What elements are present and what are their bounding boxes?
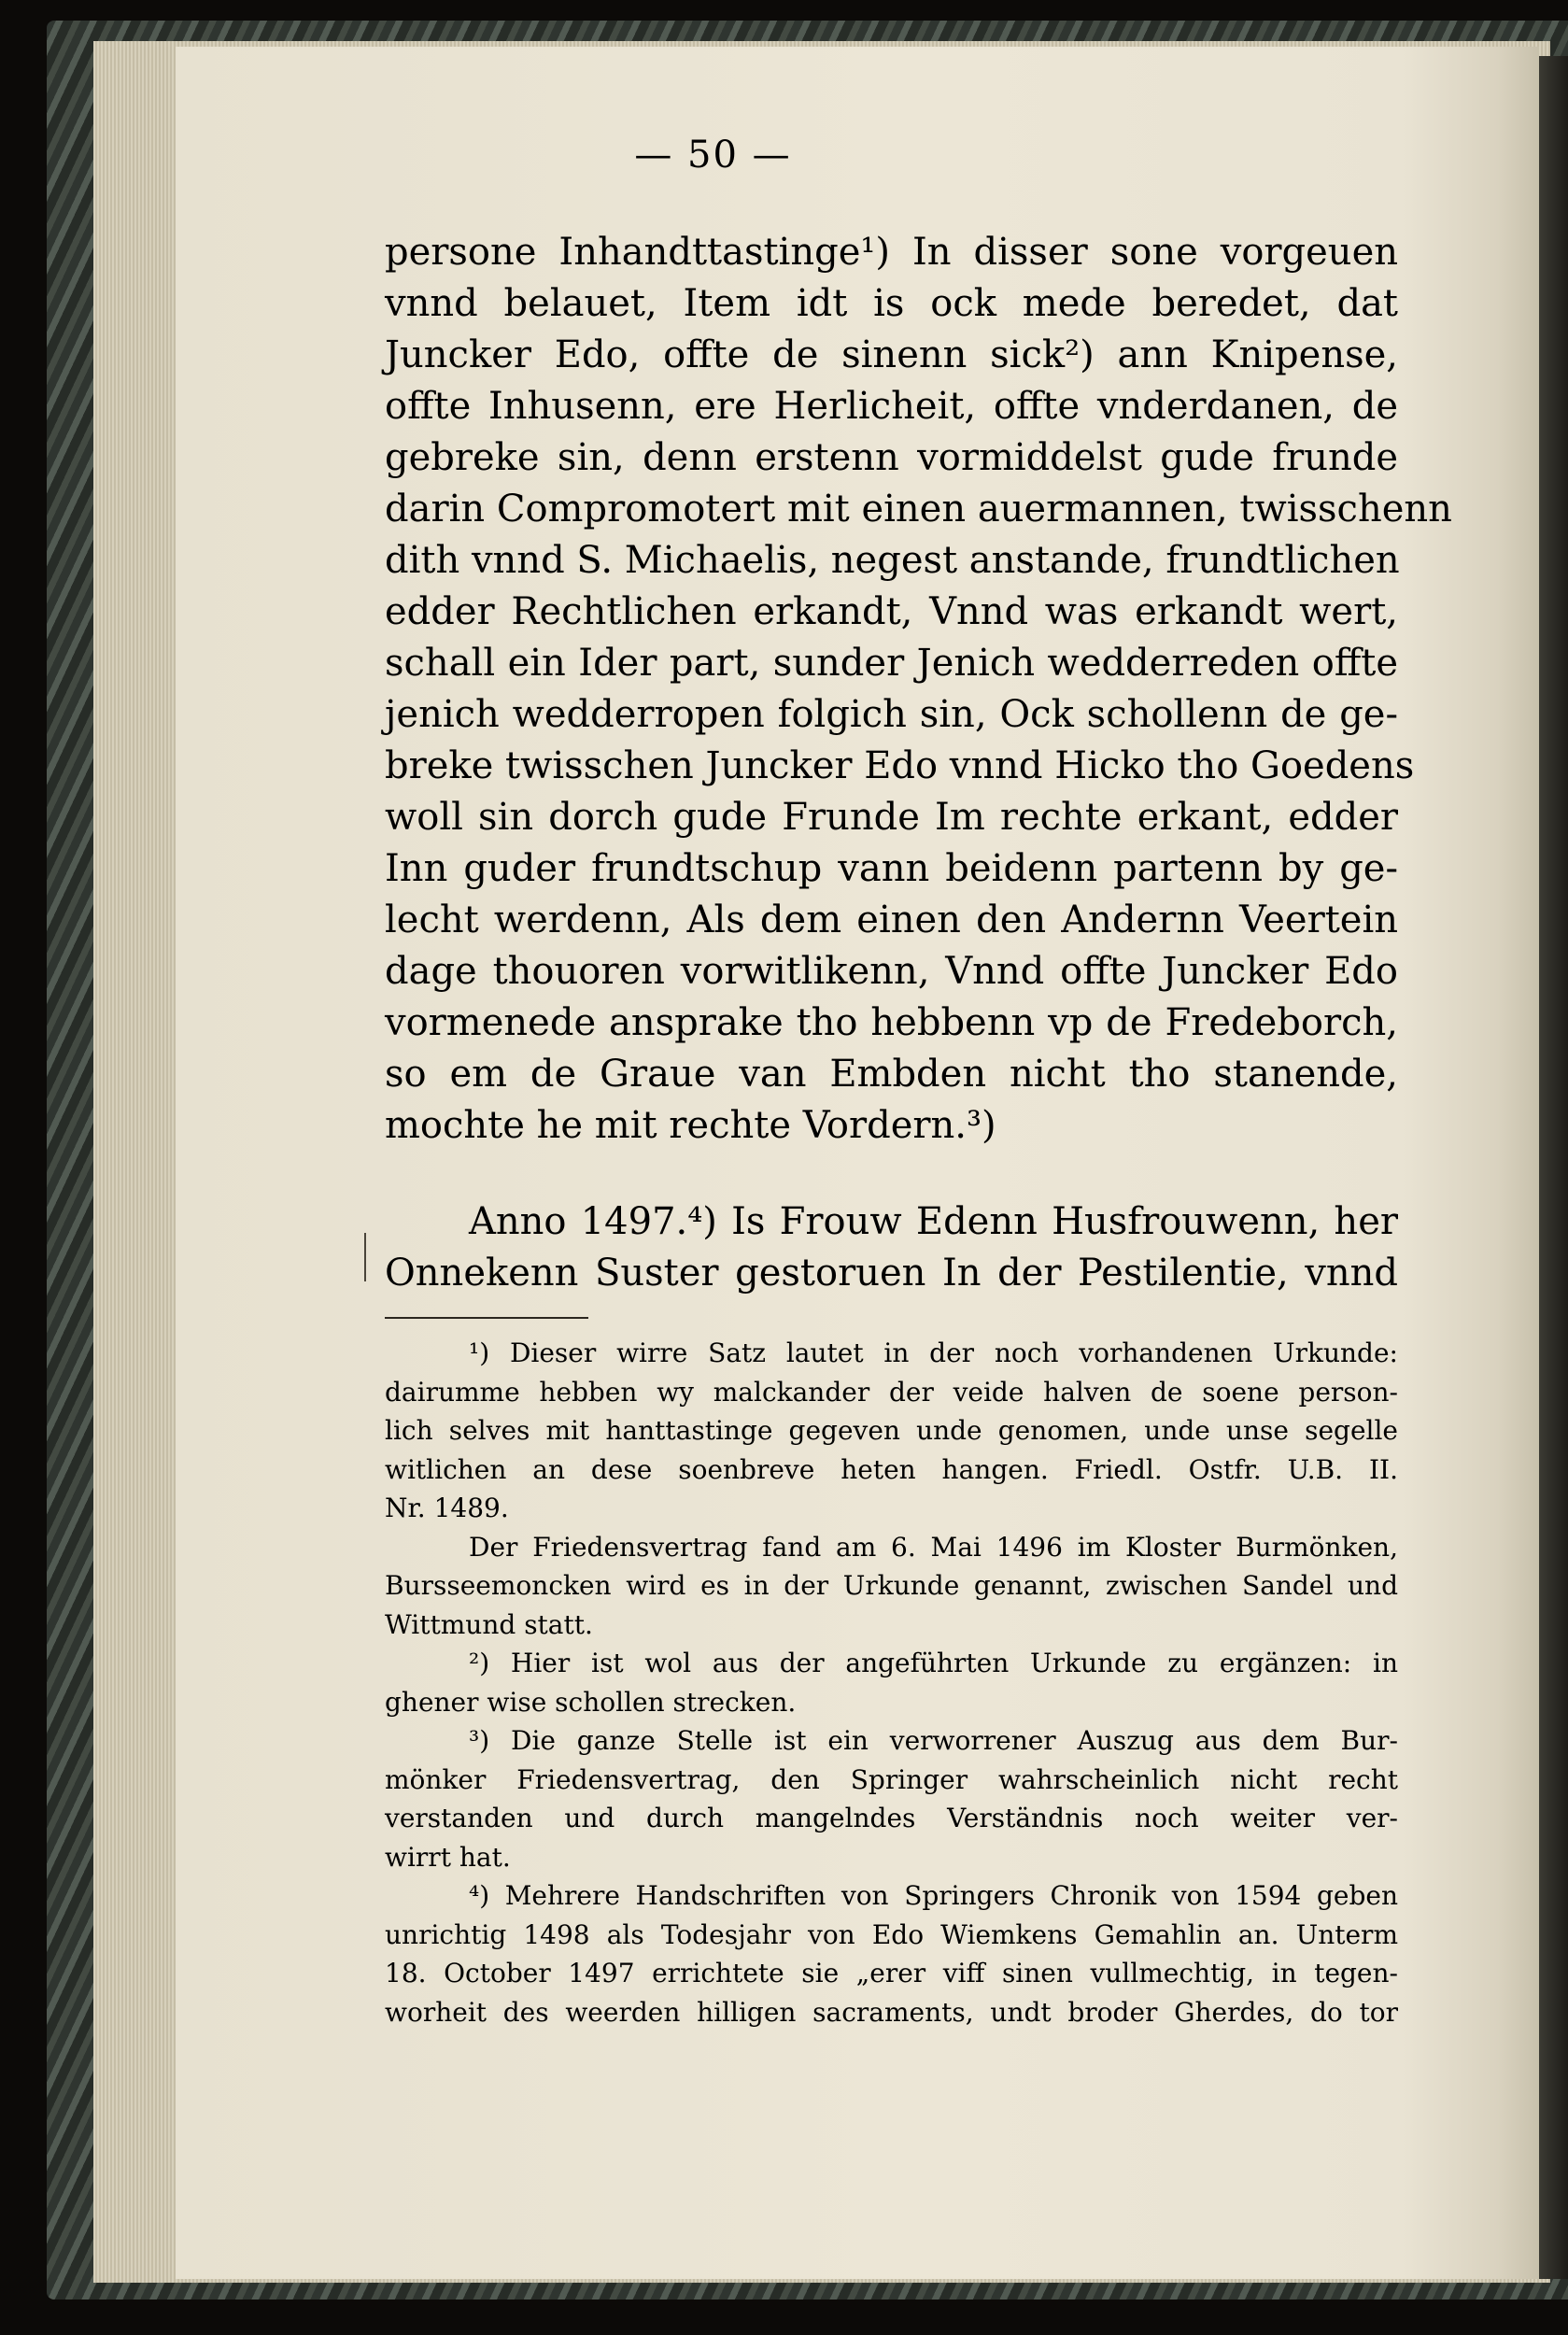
text-line: gebreke sin, denn erstenn vormiddelst gude frunde [385,436,1398,479]
text-line: darin Compromotert mit einen auermannen, twisschenn [385,488,1452,531]
footnote-line: dairumme hebben wy malckander der veide halven de soene person- [385,1376,1398,1408]
main-text [385,227,1452,1299]
footnote-line: Bursseemoncken wird es in der Urkunde genannt, zwischen Sandel und [385,1570,1398,1601]
text-line: lecht werdenn, Als dem einen den Andernn Veertein [385,899,1398,941]
footnote-line: worheit des weerden hilligen sacraments, undt broder Gherdes, do tor [385,1996,1398,2028]
text-line: schall ein Ider part, sunder Jenich wedderreden offte [385,642,1398,685]
footnote-rule [385,1317,588,1319]
text-line: dith vnnd S. Michaelis, negest anstande, frundtlichen [385,539,1400,582]
footnote-line: Der Friedensvertrag fand am 6. Mai 1496 im Kloster Burmönken, [469,1531,1398,1563]
text-line: woll sin dorch gude Frunde Im rechte erkant, edder [385,796,1398,839]
footnote-line: 18. October 1497 errichtete sie „erer viff sinen vullmechtig, in tegen- [385,1958,1398,1988]
text-line: Juncker Edo, offte de sinenn sick²) ann Knipense, [385,333,1398,376]
footnote-line: mönker Friedensvertrag, den Springer wahrscheinlich nicht recht [385,1763,1398,1795]
text-line: vormenede ansprake tho hebbenn vp de Fredeborch, [385,1001,1398,1044]
text-line: Inn guder frundtschup vann beidenn partenn by ge- [385,847,1398,890]
text-line: dage thouoren vorwitlikenn, Vnnd offte Juncker Edo [385,950,1398,993]
footnote-line: unrichtig 1498 als Todesjahr von Edo Wiemkens Gemahlin an. Unterm [385,1918,1398,1950]
footnote-line: wirrt hat. [385,1841,511,1873]
text-line: persone Inhandttastinge¹) In disser sone vorgeuen [385,231,1398,274]
text-line: Anno 1497.⁴) Is Frouw Edenn Husfrouwenn, her [469,1200,1398,1243]
footnotes [385,1334,1398,2031]
text-line: breke twisschen Juncker Edo vnnd Hicko tho Goedens [385,744,1415,787]
footnote-line: ghener wise schollen strecken. [385,1686,797,1718]
footnote-line: verstanden und durch mangelndes Verständnis noch weiter ver- [385,1803,1398,1833]
footnote-line: ¹) Dieser wirre Satz lautet in der noch vorhandenen Urkunde: [469,1337,1398,1368]
footnote-line: ²) Hier ist wol aus der angeführten Urkunde zu ergänzen: in [469,1648,1398,1678]
text-line: jenich wedderropen folgich sin, Ock schollenn de ge- [385,693,1398,736]
text-line: Onnekenn Suster gestoruen In der Pestilentie, vnnd [385,1252,1398,1295]
footnote-line: Nr. 1489. [385,1493,509,1523]
footnote-line: witlichen an dese soenbreve heten hangen. Friedl. Ostfr. U.B. II. [385,1453,1398,1485]
footnote-line: ³) Die ganze Stelle ist ein verworrener Auszug aus dem Bur- [469,1725,1398,1756]
text-line: edder Rechtlichen erkandt, Vnnd was erkandt wert, [385,590,1398,633]
pencil-margin-mark [364,1233,366,1281]
footnote-line: Wittmund statt. [385,1608,593,1640]
footnote-line: ⁴) Mehrere Handschriften von Springers Chronik von 1594 geben [469,1880,1398,1911]
text-line: offte Inhusenn, ere Herlicheit, offte vnderdanen, de [385,385,1398,428]
text-line: mochte he mit rechte Vordern.³) [385,1104,996,1147]
footnote-line: lich selves mit hanttastinge gegeven unde genomen, unde unse segelle [385,1415,1398,1446]
text-line: so em de Graue van Embden nicht tho stanende, [385,1053,1398,1096]
page-number: — 50 — [634,134,792,177]
text-line: vnnd belauet, Item idt is ock mede beredet, dat [385,282,1398,325]
